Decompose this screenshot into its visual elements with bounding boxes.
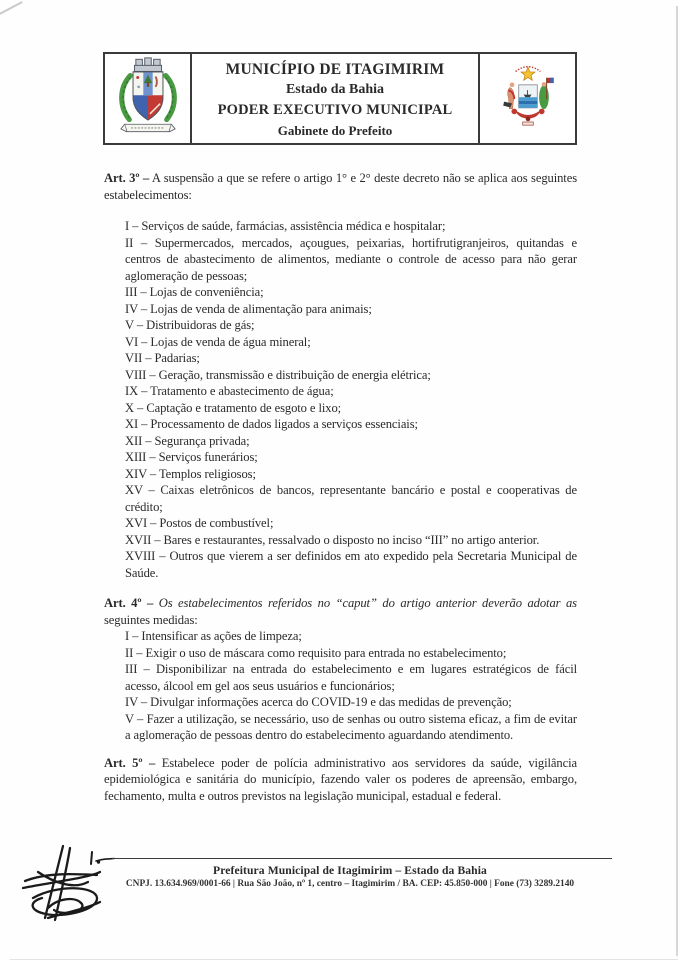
article-3-text: A suspensão a que se refere o artigo 1° e 2° deste decreto não se aplica aos seguintes estabelecimentos: [104, 171, 577, 202]
footer-org-name: Prefeitura Municipal de Itagimirim – Estado da Bahia [213, 864, 487, 877]
item-numeral: VII – [125, 351, 152, 365]
article-5-caput [104, 755, 577, 805]
footer-contact-info: CNPJ. 13.634.969/0001-66 | Rua São João, nº 1, centro – Itagimirim / BA. CEP: 45.850-000 | Fone (73) 3289.2140 [125, 879, 575, 889]
list-item [125, 334, 577, 351]
list-item [125, 661, 577, 694]
list-item [125, 515, 577, 532]
item-text: Serviços de saúde, farmácias, assistência médica e hospitalar; [141, 219, 446, 233]
item-numeral: XII – [125, 433, 152, 448]
signature-dot [97, 860, 100, 863]
item-numeral: XIV – [125, 466, 157, 481]
item-text: Lojas de venda de água mineral; [150, 334, 311, 349]
executive-branch-subtitle: PODER EXECUTIVO MUNICIPAL [217, 101, 453, 118]
item-text: Segurança privada; [154, 433, 250, 448]
list-item [125, 466, 577, 483]
item-numeral: II – [125, 645, 143, 660]
item-numeral: XIII – [125, 450, 156, 464]
item-numeral: V – [125, 318, 144, 332]
item-numeral: IX – [125, 384, 148, 398]
list-item [125, 235, 577, 285]
item-text: Lojas de conveniência; [149, 285, 264, 299]
list-item [125, 433, 577, 450]
article-3-label: Art. 3º – [104, 171, 150, 185]
list-item [125, 416, 577, 433]
item-text: Tratamento e abastecimento de água; [150, 384, 334, 398]
item-numeral: I – [125, 629, 139, 643]
item-numeral: III – [125, 662, 150, 676]
item-text: Postos de combustível; [159, 516, 274, 530]
item-numeral: V – [125, 711, 144, 726]
list-item [125, 482, 577, 515]
municipal-coat-of-arms-icon [115, 56, 181, 142]
list-item [125, 400, 577, 417]
item-numeral: VI – [125, 334, 148, 349]
item-numeral: X – [125, 400, 144, 415]
item-text: Templos religiosos; [158, 466, 256, 481]
letterhead-title-block [192, 54, 478, 143]
item-text: Bares e restaurantes, ressalvado o disposto no inciso “III” no artigo anterior. [163, 532, 540, 547]
item-numeral: I – [125, 219, 139, 233]
letterhead-table [103, 52, 577, 145]
list-item [125, 628, 577, 645]
item-numeral: XI – [125, 417, 148, 431]
list-item [125, 317, 577, 334]
list-item [125, 383, 577, 400]
item-numeral: IV – [125, 301, 148, 316]
article-5-text: Estabelece poder de polícia administrativo aos servidores da saúde, vigilância epidemiológica e sanitária do município, fazendo valer os poderes de apreensão, embargo, fechamento, multa e outros previstos na legislação municipal, estadual e federal. [104, 755, 577, 803]
office-subtitle: Gabinete do Prefeito [277, 122, 393, 138]
scan-corner-artifact [0, 0, 23, 15]
item-numeral: XVIII – [125, 549, 166, 563]
letterhead-left-cell [105, 54, 192, 143]
article-3-items [104, 218, 577, 581]
letterhead-right-cell [478, 54, 575, 143]
item-numeral: XV – [125, 483, 155, 497]
list-item [125, 645, 577, 662]
list-item [125, 711, 577, 744]
list-item [125, 301, 577, 318]
handwritten-signature [18, 842, 118, 934]
list-item [125, 218, 577, 235]
item-text: Divulgar informações acerca do COVID-19 e das medidas de prevenção; [150, 695, 512, 709]
list-item [125, 532, 577, 549]
item-text: Disponibilizar na entrada do estabelecimento e em lugares estratégicos de fácil acesso, álcool em gel aos seus usuários e funcionários; [125, 662, 577, 693]
list-item [125, 548, 577, 581]
item-text: Geração, transmissão e distribuição de energia elétrica; [158, 367, 431, 382]
article-4-text: seguintes medidas: [104, 612, 198, 627]
state-coat-of-arms-icon [497, 58, 559, 140]
item-text: Lojas de venda de alimentação para animais; [150, 301, 372, 316]
article-4-text-italic: Os estabelecimentos referidos no “caput” do artigo anterior deverão adotar as [158, 596, 577, 610]
item-text: Outros que vierem a ser definidos em ato expedido pela Secretaria Municipal de Saúde. [125, 549, 577, 580]
list-item [125, 284, 577, 301]
article-5-label: Art. 5º – [104, 755, 156, 770]
municipality-title: MUNICÍPIO DE ITAGIMIRIM [225, 60, 445, 78]
list-item [125, 694, 577, 711]
article-3-caput [104, 170, 577, 203]
item-text: Intensificar as ações de limpeza; [141, 629, 302, 643]
item-text: Exigir o uso de máscara como requisito para entrada no estabelecimento; [145, 645, 507, 660]
list-item [125, 449, 577, 466]
item-numeral: III – [125, 285, 147, 299]
item-text: Serviços funerários; [158, 450, 258, 464]
item-text: Fazer a utilização, se necessário, uso de senhas ou outro sistema eficaz, a fim de evitar a aglomeração de pessoas dentro do estabelecimento aguardando atendimento. [125, 711, 577, 742]
list-item [125, 367, 577, 384]
footer-divider [112, 858, 612, 859]
state-subtitle: Estado da Bahia [285, 81, 385, 97]
article-4-label: Art. 4º – [104, 596, 154, 610]
footer [105, 863, 595, 891]
item-text: Processamento de dados ligados a serviços essenciais; [150, 417, 418, 431]
item-numeral: VIII – [125, 367, 156, 382]
item-numeral: XVI – [125, 516, 157, 530]
item-text: Padarias; [154, 351, 200, 365]
item-text: Supermercados, mercados, açougues, peixarias, hortifrutigranjeiros, quitandas e centros de abastecimento de alimentos, mediante o controle de acesso para não gerar aglomeração de pessoas; [125, 235, 577, 283]
item-text: Captação e tratamento de esgoto e lixo; [146, 400, 342, 415]
list-item [125, 350, 577, 367]
item-text: Distribuidoras de gás; [146, 318, 255, 332]
article-4-caput [104, 595, 577, 628]
article-4-items [104, 628, 577, 744]
item-numeral: II – [125, 235, 148, 250]
decree-body [104, 170, 577, 804]
item-numeral: IV – [125, 695, 148, 709]
item-numeral: XVII – [125, 532, 161, 547]
item-text: Caixas eletrônicos de bancos, representante bancário e postal e cooperativas de crédito; [125, 483, 577, 514]
